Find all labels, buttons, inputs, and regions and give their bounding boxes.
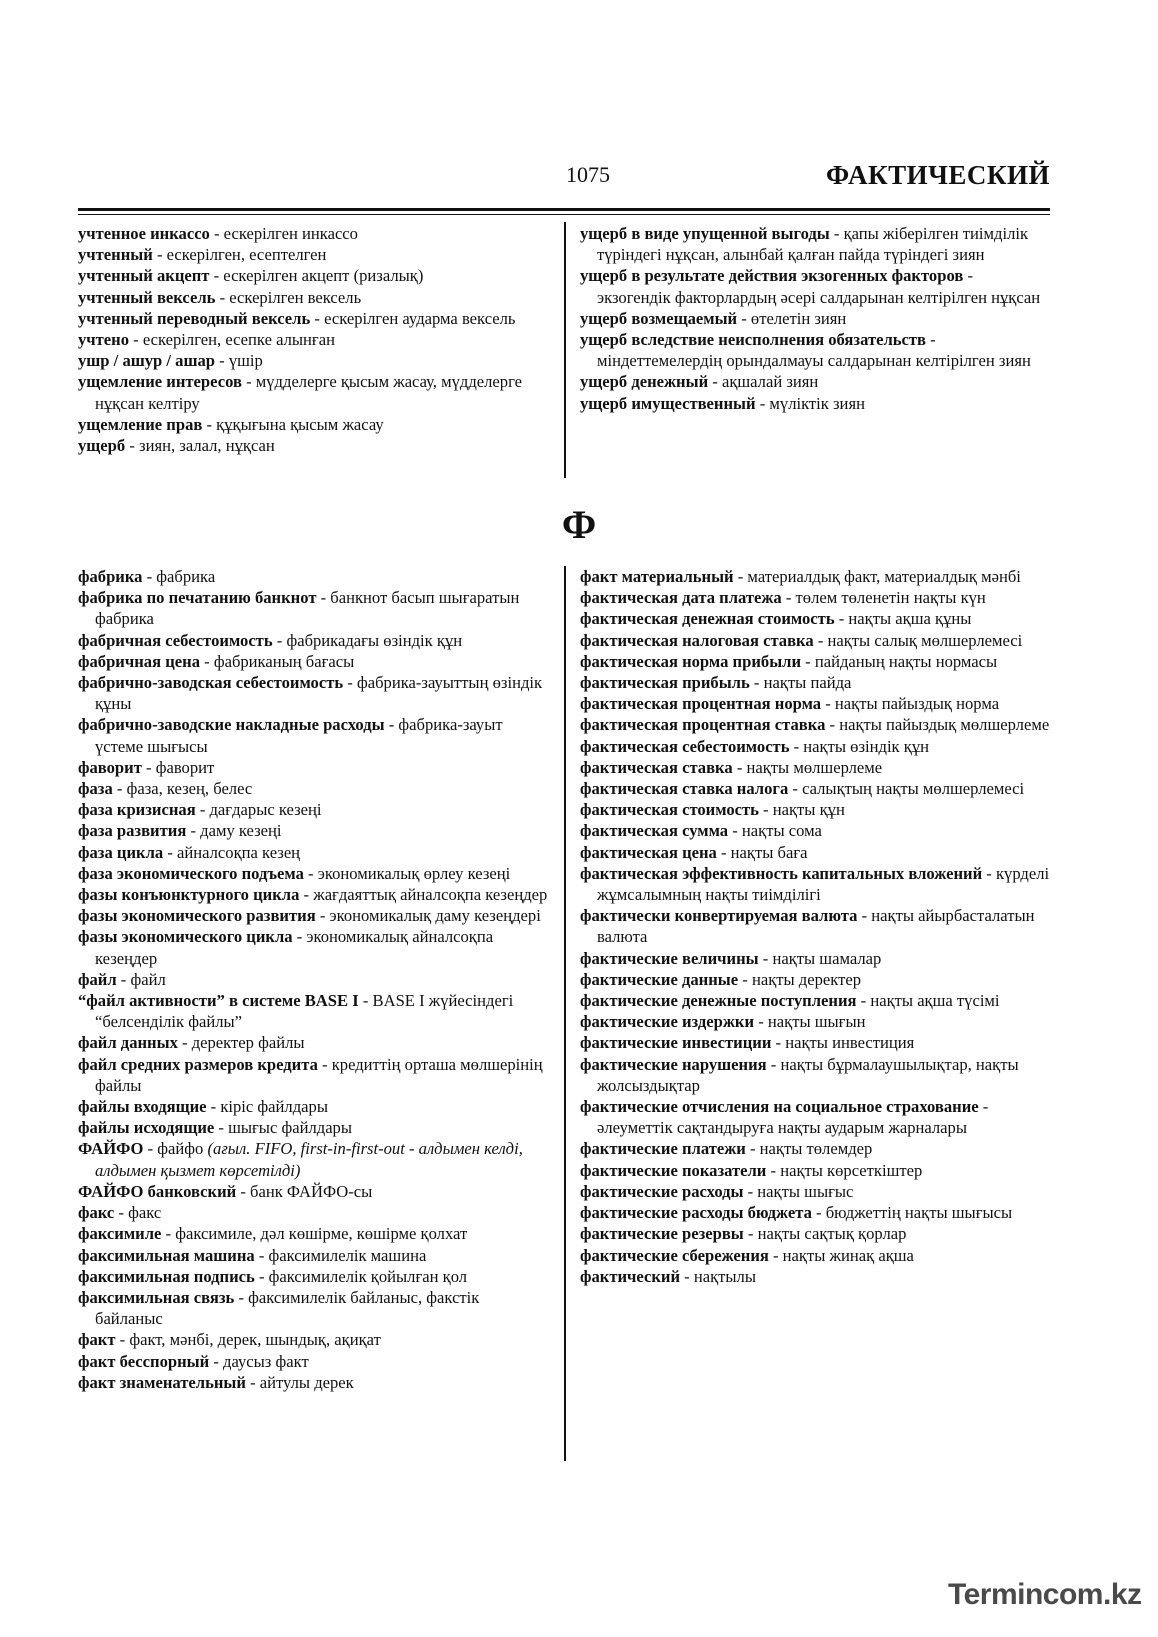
- dictionary-entry: [78, 287, 548, 308]
- entry-definition: - нақты шамалар: [758, 948, 882, 968]
- entry-definition: - ескерілген вексель: [215, 287, 362, 307]
- dictionary-entry: [78, 1329, 548, 1350]
- entry-term: ущемление прав: [78, 414, 203, 434]
- dictionary-entry: [580, 905, 1050, 947]
- entry-term: учтенный переводный вексель: [78, 308, 311, 328]
- site-logo: [948, 1578, 1142, 1612]
- entry-definition: - ақшалай зиян: [708, 372, 819, 392]
- dictionary-entry: [78, 566, 548, 587]
- entry-definition: - бюджеттің нақты шығысы: [811, 1203, 1013, 1223]
- dictionary-entry: [580, 842, 1050, 863]
- entry-definition: - нақты баға: [716, 842, 808, 862]
- entry-definition: - ескерілген аударма вексель: [310, 308, 516, 328]
- entry-definition: - ескерілген, есепке алынған: [129, 330, 335, 350]
- entry-term: фактический: [580, 1266, 681, 1286]
- entry-term: фактические данные: [580, 969, 739, 989]
- entry-definition: - салықтың нақты мөлшерлемесі: [788, 779, 1025, 799]
- entry-term: файл: [78, 969, 117, 989]
- dictionary-entry: [78, 672, 548, 714]
- entry-term: ушр / ашур / ашар: [78, 351, 216, 371]
- entry-term: фактические величины: [580, 948, 759, 968]
- dictionary-entry: [78, 863, 548, 884]
- entry-definition: - нақты сақтық қорлар: [743, 1224, 907, 1244]
- dictionary-entry: [580, 329, 1050, 371]
- dictionary-entry: [580, 1223, 1050, 1244]
- entry-definition: - экзогендік факторлардың әсері салдарынан келтірілген нұқсан: [597, 266, 1041, 307]
- entry-definition: - кіріс файлдары: [206, 1097, 328, 1117]
- entry-definition: - айтулы дерек: [245, 1372, 354, 1392]
- entry-definition: - банкнот басып шығаратын фабрика: [95, 588, 520, 629]
- entry-term: фаза: [78, 779, 113, 799]
- entry-definition: - нақты пайыздық норма: [821, 694, 1000, 714]
- entry-definition: - нақты құн: [758, 800, 845, 820]
- entry-definition: - нақты инвестиция: [771, 1033, 915, 1053]
- entry-term: учтенный акцепт: [78, 266, 210, 286]
- dictionary-entry: [78, 714, 548, 756]
- dictionary-entry: [580, 948, 1050, 969]
- entry-definition: - фабрика: [142, 567, 216, 586]
- entry-definition: - өтелетін зиян: [737, 308, 847, 328]
- entry-definition: - фабрика-зауыттың өзіндік құны: [95, 673, 543, 714]
- entry-definition: - факсимилелік қойылған қол: [254, 1266, 468, 1286]
- entry-term: фактическая сумма: [580, 821, 729, 841]
- entry-term: фактическая процентная норма: [580, 694, 822, 714]
- entry-term: фактические расходы: [580, 1181, 744, 1201]
- entry-term: фаза кризисная: [78, 800, 196, 820]
- dictionary-entry: [78, 820, 548, 841]
- dictionary-entry: [78, 244, 548, 265]
- entry-term: фазы экономического цикла: [78, 927, 293, 947]
- entry-term: фактические нарушения: [580, 1054, 767, 1074]
- entry-term: ущерб: [78, 436, 126, 456]
- header-rule-thick: [78, 208, 1050, 211]
- dictionary-entry: [580, 778, 1050, 799]
- entry-term: фактические расходы бюджета: [580, 1203, 812, 1223]
- entry-definition: - кредиттің орташа мөлшерінің файлы: [95, 1054, 543, 1095]
- entry-term: ФАЙФО банковский: [78, 1181, 237, 1201]
- entry-term: фактические денежные поступления: [580, 991, 857, 1011]
- entry-definition: - факсимиле, дәл көшірме, көшірме қолхат: [161, 1224, 468, 1244]
- entry-term: фабрика: [78, 567, 143, 586]
- dictionary-entry: [580, 736, 1050, 757]
- dictionary-entry: [580, 223, 1050, 265]
- entry-definition: - мүдделерге қысым жасау, мүдделерге нұқсан келтіру: [95, 372, 523, 413]
- entry-definition: - факсимилелік байланыс, факстік байланыс: [95, 1287, 480, 1329]
- entry-definition: - нақты шығыс: [743, 1181, 854, 1201]
- column-separator-bottom: [564, 566, 566, 1461]
- entry-definition: - нақты айырбасталатын валюта: [597, 906, 1035, 947]
- entry-term: фактические платежи: [580, 1139, 746, 1159]
- entry-definition: - мүліктік зиян: [755, 393, 865, 413]
- entry-term: ущерб вследствие неисполнения обязательств: [580, 330, 927, 350]
- entry-definition: - нақты мөлшерлеме: [732, 757, 883, 777]
- dictionary-entry: [580, 608, 1050, 629]
- top-right-column: [580, 223, 1050, 414]
- entry-definition: - дағдарыс кезеңі: [195, 800, 322, 820]
- entry-definition: - нақты ақша құны: [834, 609, 972, 629]
- entry-term: фактическая себестоимость: [580, 736, 790, 756]
- running-head: ФАКТИЧЕСКИЙ: [826, 160, 1050, 190]
- entry-definition: - нақты жинақ ақша: [768, 1245, 914, 1265]
- entry-term: факсимильная машина: [78, 1245, 255, 1265]
- entry-definition: - зиян, залал, нұқсан: [125, 436, 275, 456]
- entry-term: фактическая дата платежа: [580, 588, 782, 608]
- dictionary-entry: [580, 863, 1050, 905]
- entry-definition: - нақты сома: [728, 821, 822, 841]
- entry-term: факт: [78, 1330, 116, 1350]
- entry-term: фактическая эффективность капитальных вложений: [580, 863, 983, 883]
- top-left-column: [78, 223, 548, 456]
- dictionary-entry: [78, 1032, 548, 1053]
- entry-term: ущемление интересов: [78, 372, 242, 392]
- bottom-left-column: [78, 566, 548, 1393]
- dictionary-entry: [78, 414, 548, 435]
- dictionary-entry: [580, 1138, 1050, 1159]
- entry-term: файл данных: [78, 1033, 178, 1053]
- dictionary-entry: [78, 1372, 548, 1393]
- dictionary-entry: [580, 1202, 1050, 1223]
- dictionary-entry: [78, 371, 548, 413]
- entry-definition: - фабрикадағы өзіндік құн: [272, 630, 463, 650]
- entry-term: фазы экономического развития: [78, 906, 316, 926]
- entry-definition: - даму кезеңі: [186, 821, 282, 841]
- entry-definition: - нақты төлемдер: [745, 1139, 873, 1159]
- header-rule-thin: [78, 214, 1050, 215]
- entry-term: фаза экономического подъема: [78, 863, 304, 883]
- entry-term: фактические инвестиции: [580, 1033, 772, 1053]
- entry-term: факсимильная связь: [78, 1287, 235, 1307]
- entry-definition: - фаза, кезең, белес: [112, 779, 253, 799]
- entry-term: факт знаменательный: [78, 1372, 246, 1392]
- entry-definition: - пайданың нақты нормасы: [801, 651, 998, 671]
- bottom-right-column: [580, 566, 1050, 1287]
- entry-term: фактические издержки: [580, 1012, 755, 1032]
- entry-definition: - нақты көрсеткіштер: [766, 1160, 923, 1180]
- entry-term: фактическая налоговая ставка: [580, 630, 814, 650]
- dictionary-entry: [78, 329, 548, 350]
- entry-definition: - нақты шығын: [754, 1012, 866, 1032]
- dictionary-entry: [78, 1287, 548, 1329]
- dictionary-entry: [580, 393, 1050, 414]
- entry-definition: - міндеттемелердің орындалмауы салдарынан келтірілген зиян: [597, 330, 1031, 371]
- entry-definition: - BASE I жүйесіндегі “белсенділік файлы”: [95, 991, 514, 1032]
- dictionary-entry: [580, 1011, 1050, 1032]
- dictionary-entry: [580, 672, 1050, 693]
- entry-definition: - файл: [116, 969, 166, 989]
- dictionary-entry: [78, 905, 548, 926]
- entry-definition: - материалдық факт, материалдық мәнбі: [733, 567, 1021, 586]
- dictionary-entry: [78, 265, 548, 286]
- entry-term: факт материальный: [580, 567, 734, 586]
- dictionary-entry: [580, 714, 1050, 735]
- dictionary-entry: [580, 587, 1050, 608]
- entry-definition: - төлем төленетін нақты күн: [781, 588, 986, 608]
- entry-definition: - шығыс файлдары: [214, 1118, 352, 1138]
- entry-definition: - құқығына қысым жасау: [202, 414, 384, 434]
- dictionary-entry: [580, 371, 1050, 392]
- entry-definition: - айналсоқпа кезең: [163, 842, 301, 862]
- dictionary-entry: [78, 757, 548, 778]
- entry-definition: - ескерілген инкассо: [209, 224, 358, 243]
- entry-term: ущерб в результате действия экзогенных факторов: [580, 266, 964, 286]
- entry-term: фактическая прибыль: [580, 673, 750, 693]
- entry-definition: - банк ФАЙФО-сы: [236, 1181, 373, 1201]
- logo-text: Termincom.kz: [948, 1578, 1142, 1611]
- dictionary-entry: [78, 969, 548, 990]
- section-letter: Ф: [561, 502, 597, 547]
- entry-term: файлы исходящие: [78, 1118, 215, 1138]
- entry-definition: - фабриканың бағасы: [200, 651, 355, 671]
- entry-definition: - нақты ақша түсімі: [856, 991, 1000, 1011]
- dictionary-entry: [580, 1266, 1050, 1287]
- entry-definition: - факсимилелік машина: [254, 1245, 427, 1265]
- dictionary-entry: [580, 308, 1050, 329]
- dictionary-entry: [78, 630, 548, 651]
- entry-definition: - нақты пайыздық мөлшерлеме: [825, 715, 1050, 735]
- entry-definition: - нақты пайда: [749, 673, 852, 693]
- entry-term: фабрично-заводские накладные расходы: [78, 715, 385, 735]
- entry-definition: - ескерілген, есептелген: [152, 245, 327, 265]
- entry-term: факсимильная подпись: [78, 1266, 255, 1286]
- dictionary-entry: [580, 693, 1050, 714]
- dictionary-entry: [78, 1223, 548, 1244]
- entry-term: фактическая ставка: [580, 757, 733, 777]
- dictionary-entry: [580, 799, 1050, 820]
- page-number: 1075: [566, 162, 610, 187]
- entry-term: фаворит: [78, 757, 142, 777]
- entry-term: фактические показатели: [580, 1160, 767, 1180]
- dictionary-entry: [78, 799, 548, 820]
- entry-definition: - даусыз факт: [209, 1351, 309, 1371]
- dictionary-entry: [78, 926, 548, 968]
- entry-definition: - экономикалық айналсоқпа кезеңдер: [95, 927, 494, 968]
- dictionary-entry: [580, 1032, 1050, 1053]
- dictionary-entry: [78, 884, 548, 905]
- dictionary-entry: [580, 1181, 1050, 1202]
- entry-term: фабрика по печатанию банкнот: [78, 588, 317, 608]
- entry-note: (ағыл. FIFO, first-in-first-out - алдымен келді, алдымен қызмет көрсетілді): [95, 1139, 523, 1180]
- entry-term: фактическая цена: [580, 842, 717, 862]
- entry-definition: - нақты салық мөлшерлемесі: [813, 630, 1023, 650]
- entry-term: учтенное инкассо: [78, 224, 210, 243]
- entry-term: фактическая денежная стоимость: [580, 609, 835, 629]
- entry-definition: - жағдаяттық айналсоқпа кезеңдер: [299, 885, 548, 905]
- dictionary-entry: [78, 778, 548, 799]
- dictionary-entry: [78, 1266, 548, 1287]
- dictionary-entry: [78, 1181, 548, 1202]
- dictionary-entry: [78, 1096, 548, 1117]
- entry-definition: - экономикалық даму кезеңдері: [315, 906, 541, 926]
- entry-definition: - нақтылы: [680, 1266, 756, 1286]
- entry-term: ФАЙФО: [78, 1139, 144, 1159]
- entry-term: фактическая процентная ставка: [580, 715, 826, 735]
- entry-definition: - факс: [114, 1203, 162, 1223]
- entry-term: учтенный: [78, 245, 153, 265]
- dictionary-entry: [580, 1054, 1050, 1096]
- dictionary-entry: [580, 1096, 1050, 1138]
- dictionary-entry: [78, 1117, 548, 1138]
- entry-term: учтено: [78, 330, 130, 350]
- entry-term: ущерб денежный: [580, 372, 709, 392]
- dictionary-entry: [78, 587, 548, 629]
- entry-definition: - фабрика-зауыт үстеме шығысы: [95, 715, 503, 756]
- entry-definition: - күрделі жұмсалымның нақты тиімділігі: [597, 863, 1050, 905]
- entry-definition: - деректер файлы: [177, 1033, 305, 1053]
- entry-term: файлы входящие: [78, 1097, 207, 1117]
- dictionary-entry: [78, 223, 548, 244]
- entry-definition: - фаворит: [141, 757, 215, 777]
- entry-term: фаза цикла: [78, 842, 164, 862]
- dictionary-entry: [580, 820, 1050, 841]
- entry-term: ущерб в виде упущенной выгоды: [580, 224, 830, 243]
- dictionary-entry: [580, 1160, 1050, 1181]
- entry-definition: - әлеуметтік сақтандыруға нақты аударым жарналары: [597, 1097, 989, 1138]
- entry-term: ущерб возмещаемый: [580, 308, 738, 328]
- dictionary-entry: [580, 566, 1050, 587]
- entry-definition: - нақты деректер: [738, 969, 862, 989]
- entry-term: фактические резервы: [580, 1224, 744, 1244]
- entry-term: файл средних размеров кредита: [78, 1054, 318, 1074]
- entry-term: фазы конъюнктурного цикла: [78, 885, 300, 905]
- dictionary-entry: [78, 1351, 548, 1372]
- entry-term: фабричная себестоимость: [78, 630, 273, 650]
- dictionary-entry: [78, 350, 548, 371]
- entry-term: фактическая норма прибыли: [580, 651, 802, 671]
- page-header: [78, 150, 1050, 210]
- column-separator-top: [564, 222, 566, 478]
- dictionary-entry: [78, 1138, 548, 1180]
- dictionary-entry: [78, 651, 548, 672]
- entry-definition: - нақты өзіндік құн: [789, 736, 930, 756]
- entry-definition: - қапы жіберілген тиімділік түріндегі нұқсан, алынбай қалған пайда түріндегі зиян: [597, 224, 1029, 265]
- entry-term: фактические отчисления на социальное страхование: [580, 1097, 979, 1117]
- dictionary-entry: [580, 969, 1050, 990]
- entry-term: фабрично-заводская себестоимость: [78, 673, 344, 693]
- entry-definition: - файфо: [143, 1139, 208, 1159]
- entry-definition: - ескерілген акцепт (ризалық): [209, 266, 424, 286]
- entry-definition: - нақты бұрмалаушылықтар, нақты жолсыздықтар: [597, 1054, 1019, 1095]
- entry-term: факсимиле: [78, 1224, 162, 1244]
- entry-term: фактическая ставка налога: [580, 779, 789, 799]
- entry-term: “файл активности” в системе BASE I: [78, 991, 359, 1011]
- entry-term: фактические сбережения: [580, 1245, 769, 1265]
- dictionary-entry: [78, 1245, 548, 1266]
- dictionary-entry: [78, 1054, 548, 1096]
- entry-term: фактически конвертируемая валюта: [580, 906, 858, 926]
- entry-term: фактическая стоимость: [580, 800, 759, 820]
- entry-term: учтенный вексель: [78, 287, 216, 307]
- dictionary-entry: [78, 990, 548, 1032]
- dictionary-entry: [78, 435, 548, 456]
- dictionary-entry: [78, 842, 548, 863]
- dictionary-entry: [580, 651, 1050, 672]
- dictionary-entry: [580, 990, 1050, 1011]
- dictionary-entry: [580, 265, 1050, 307]
- entry-term: факс: [78, 1203, 115, 1223]
- dictionary-entry: [580, 1245, 1050, 1266]
- dictionary-entry: [78, 1202, 548, 1223]
- entry-definition: - үшір: [215, 351, 263, 371]
- entry-term: фаза развития: [78, 821, 187, 841]
- entry-term: факт бесспорный: [78, 1351, 210, 1371]
- entry-definition: - факт, мәнбі, дерек, шындық, ақиқат: [115, 1330, 381, 1350]
- dictionary-entry: [78, 308, 548, 329]
- dictionary-entry: [580, 757, 1050, 778]
- entry-definition: - экономикалық өрлеу кезеңі: [303, 863, 511, 883]
- dictionary-entry: [580, 630, 1050, 651]
- entry-term: ущерб имущественный: [580, 393, 756, 413]
- entry-term: фабричная цена: [78, 651, 200, 671]
